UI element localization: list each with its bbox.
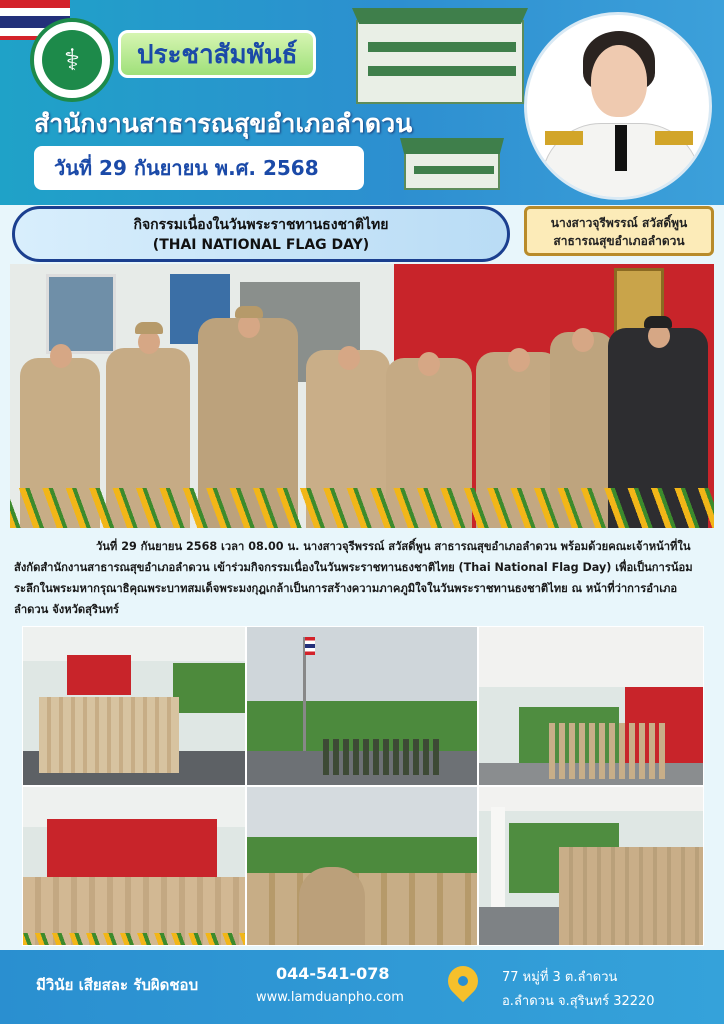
official-name-box — [524, 206, 714, 256]
website-link[interactable]: www.lamduanpho.com — [256, 990, 404, 1005]
motto-text: มีวินัย เสียสละ รับผิดชอบ — [36, 976, 199, 994]
topic-line-2: (THAI NATIONAL FLAG DAY) — [152, 237, 370, 253]
building-illustration — [356, 20, 524, 104]
caduceus-icon: ⚕ — [42, 30, 102, 90]
activity-photo-6 — [478, 786, 704, 946]
office-title: สำนักงานสาธารณสุขอำเภอลำดวน — [34, 109, 413, 138]
activity-photo-2 — [246, 626, 478, 786]
official-title: สาธารณสุขอำเภอลำดวน — [553, 234, 685, 248]
activity-photo-3 — [478, 626, 704, 786]
phone-number: 044-541-078 — [276, 964, 390, 983]
small-building-illustration — [404, 150, 500, 190]
activity-photo-1 — [22, 626, 246, 786]
activity-photo-4 — [22, 786, 246, 946]
address-line-1: 77 หมู่ที่ 3 ต.ลำดวน — [502, 970, 618, 985]
main-group-photo — [10, 264, 714, 528]
header-banner — [0, 0, 724, 205]
address-line-2: อ.ลำดวน จ.สุรินทร์ 32220 — [502, 994, 655, 1009]
topic-line-1: กิจกรรมเนื่องในวันพระราชทานธงชาติไทย — [133, 217, 389, 233]
date-label: วันที่ 29 กันยายน พ.ศ. 2568 — [34, 146, 364, 190]
activity-photo-5 — [246, 786, 478, 946]
official-portrait — [524, 12, 712, 200]
body-paragraph: วันที่ 29 กันยายน 2568 เวลา 08.00 น. นางสาวจุรีพรรณ์ สวัสดิ์พูน สาธารณสุขอำเภอลำดวน พร้อมด้วยคณะเจ้าหน้าที่ในสังกัดสำนักงานสาธารณสุขอำเภอลำดวน เข้าร่วมกิจกรรมเนื่องในวันพระราชทานธงชาติไทย (Thai National Flag Day) เพื่อเป็นการน้อมระลึกในพระมหากรุณาธิคุณพระบาทสมเด็จพระมงกุฎเกล้าเป็นการสร้างความภาคภูมิใจในวันพระราชทานธงชาติไทย ณ หน้าที่ว่าการอำเภอลำดวน จังหวัดสุรินทร์ — [14, 540, 693, 616]
topic-banner — [12, 206, 510, 262]
pr-badge: ประชาสัมพันธ์ — [118, 30, 316, 78]
official-name: นางสาวจุรีพรรณ์ สวัสดิ์พูน — [550, 216, 688, 230]
ministry-logo — [30, 18, 114, 102]
